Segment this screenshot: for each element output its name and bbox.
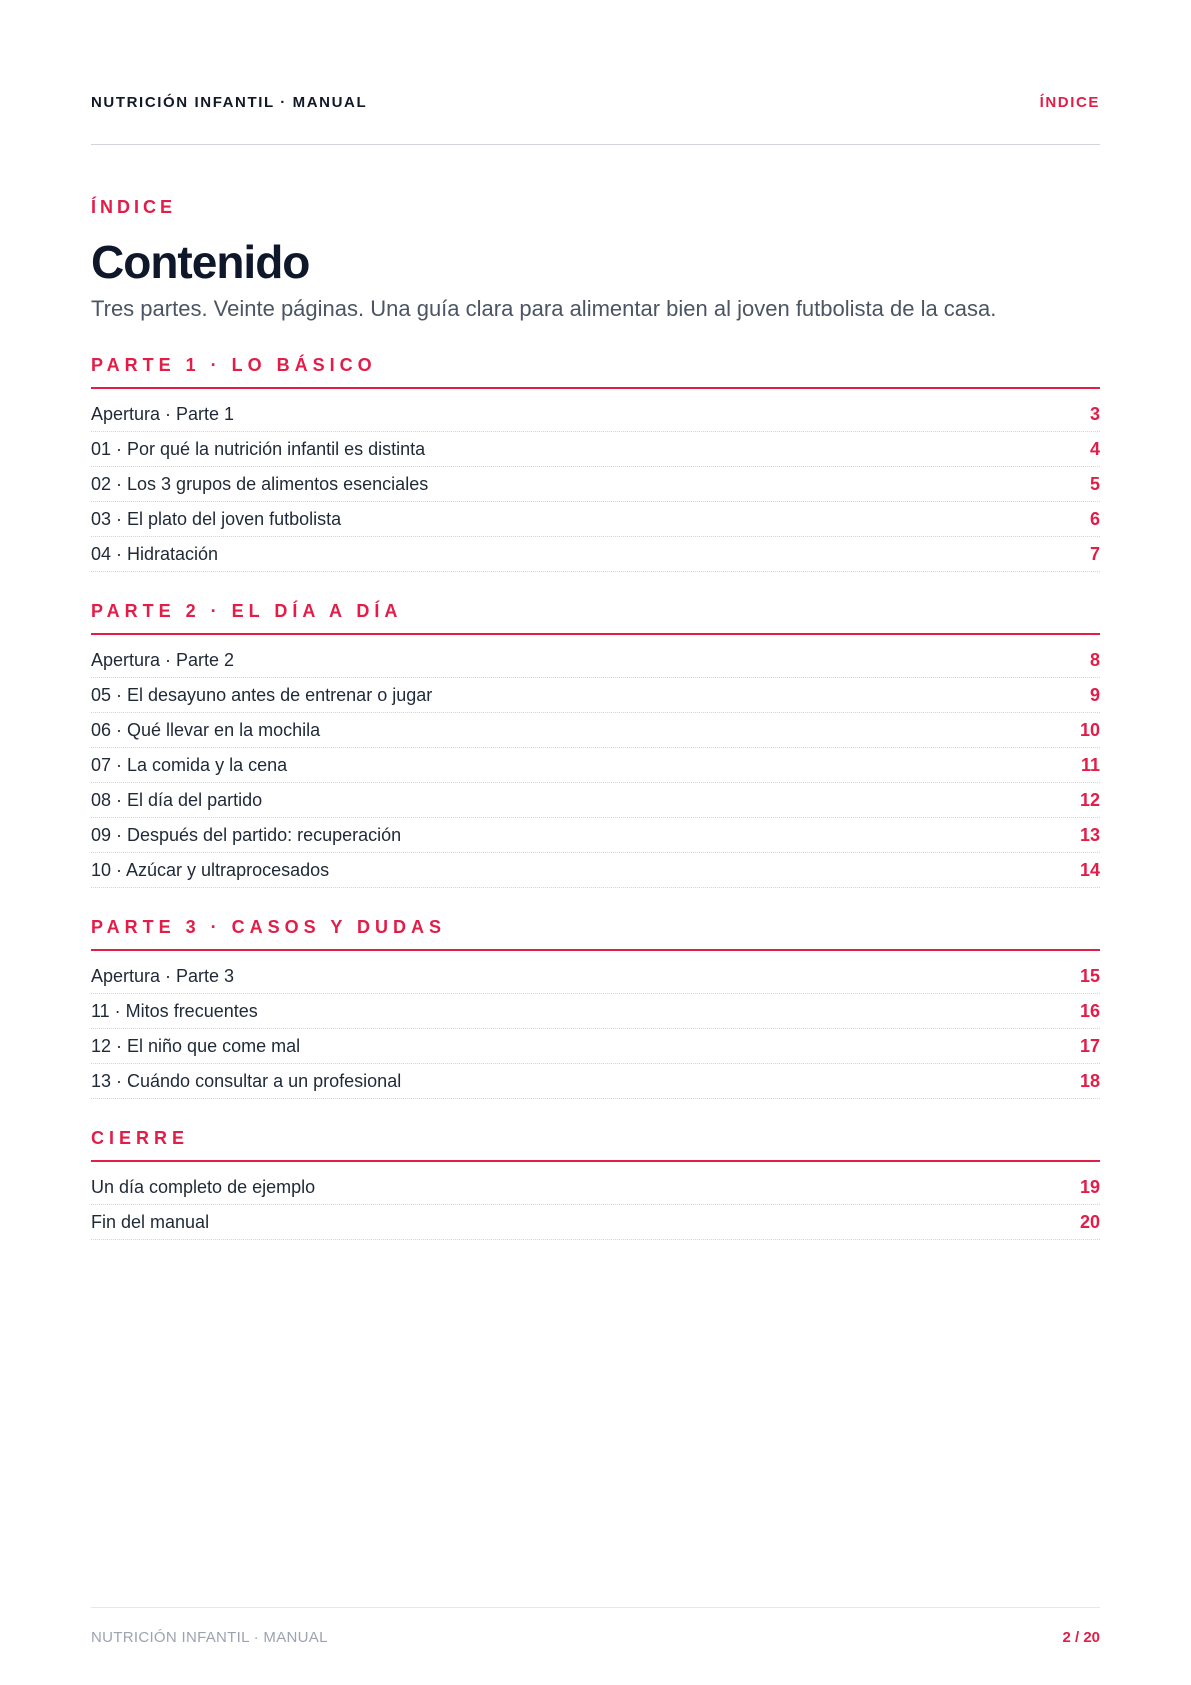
toc-entry-page-number: 11: [1080, 754, 1100, 775]
toc-entry-page-number: 17: [1079, 1035, 1100, 1056]
toc-entry-label: 09 · Después del partido: recuperación: [91, 824, 402, 845]
toc-entry-page-number: 20: [1079, 1211, 1100, 1232]
toc-entry-page-number: 9: [1089, 684, 1100, 705]
toc-section: [91, 1127, 1100, 1240]
toc-section: [91, 600, 1100, 888]
toc-entry-label: 04 · Hidratación: [91, 543, 219, 564]
toc-entry-label: Apertura · Parte 3: [91, 965, 235, 986]
toc-entry-label: 06 · Qué llevar en la mochila: [91, 719, 321, 740]
toc-entry[interactable]: [91, 397, 1100, 432]
toc-sections: [91, 354, 1100, 1240]
toc-entry-page-number: 12: [1079, 789, 1100, 810]
toc-entry[interactable]: [91, 748, 1100, 783]
toc-entry[interactable]: [91, 537, 1100, 572]
toc-entry-page-number: 18: [1079, 1070, 1100, 1091]
toc-entry-label: Fin del manual: [91, 1211, 210, 1232]
toc-entry-label: 11 · Mitos frecuentes: [91, 1000, 258, 1021]
running-header: [91, 94, 1100, 145]
toc-entry[interactable]: [91, 818, 1100, 853]
toc-entry[interactable]: [91, 1170, 1100, 1205]
footer-manual-title: NUTRICIÓN INFANTIL · MANUAL: [91, 1629, 328, 1646]
toc-entry-list: [91, 1170, 1100, 1240]
toc-section: [91, 354, 1100, 572]
toc-entry-page-number: 15: [1079, 965, 1100, 986]
toc-entry-label: 10 · Azúcar y ultraprocesados: [91, 859, 330, 880]
toc-entry-label: 07 · La comida y la cena: [91, 754, 288, 775]
toc-entry-label: 01 · Por qué la nutrición infantil es distinta: [91, 438, 426, 459]
section-heading: CIERRE: [91, 1127, 1100, 1162]
toc-entry[interactable]: [91, 959, 1100, 994]
toc-entry[interactable]: [91, 713, 1100, 748]
toc-entry[interactable]: [91, 502, 1100, 537]
running-footer: [91, 1607, 1100, 1646]
page-title: Contenido: [91, 236, 310, 288]
toc-entry[interactable]: [91, 1205, 1100, 1240]
toc-entry-page-number: 5: [1089, 473, 1100, 494]
toc-entry-list: [91, 643, 1100, 888]
toc-entry-page-number: 13: [1079, 824, 1100, 845]
document-page: [91, 0, 1100, 1685]
toc-entry-page-number: 8: [1089, 649, 1100, 670]
section-heading: PARTE 2 · EL DÍA A DÍA: [91, 600, 1100, 635]
toc-entry-list: [91, 397, 1100, 572]
toc-section: [91, 916, 1100, 1099]
toc-entry-label: Apertura · Parte 2: [91, 649, 235, 670]
toc-entry-page-number: 4: [1089, 438, 1100, 459]
toc-entry-label: Un día completo de ejemplo: [91, 1176, 316, 1197]
toc-entry-page-number: 14: [1079, 859, 1100, 880]
page-subtitle: Tres partes. Veinte páginas. Una guía clara para alimentar bien al joven futbolista de la casa.: [91, 296, 997, 321]
toc-entry-page-number: 16: [1079, 1000, 1100, 1021]
header-section-label: ÍNDICE: [1039, 94, 1100, 111]
section-heading: PARTE 1 · LO BÁSICO: [91, 354, 1100, 389]
toc-entry[interactable]: [91, 853, 1100, 888]
toc-entry-list: [91, 959, 1100, 1099]
toc-entry-page-number: 19: [1079, 1176, 1100, 1197]
toc-entry[interactable]: [91, 467, 1100, 502]
section-heading: PARTE 3 · CASOS Y DUDAS: [91, 916, 1100, 951]
toc-entry-page-number: 6: [1089, 508, 1100, 529]
eyebrow-label: ÍNDICE: [91, 197, 177, 217]
toc-entry-label: Apertura · Parte 1: [91, 403, 235, 424]
table-of-contents: [91, 196, 1100, 1240]
toc-entry[interactable]: [91, 678, 1100, 713]
toc-entry[interactable]: [91, 783, 1100, 818]
toc-entry-label: 13 · Cuándo consultar a un profesional: [91, 1070, 402, 1091]
header-manual-title: NUTRICIÓN INFANTIL · MANUAL: [91, 94, 368, 111]
toc-entry-page-number: 3: [1089, 403, 1100, 424]
toc-entry-page-number: 7: [1089, 543, 1100, 564]
toc-entry-label: 02 · Los 3 grupos de alimentos esenciales: [91, 473, 429, 494]
toc-entry[interactable]: [91, 1064, 1100, 1099]
toc-entry-label: 08 · El día del partido: [91, 789, 263, 810]
toc-entry-label: 12 · El niño que come mal: [91, 1035, 301, 1056]
toc-entry[interactable]: [91, 432, 1100, 467]
toc-entry[interactable]: [91, 994, 1100, 1029]
toc-entry-label: 03 · El plato del joven futbolista: [91, 508, 342, 529]
toc-entry[interactable]: [91, 1029, 1100, 1064]
toc-entry-label: 05 · El desayuno antes de entrenar o jugar: [91, 684, 433, 705]
toc-entry[interactable]: [91, 643, 1100, 678]
toc-entry-page-number: 10: [1079, 719, 1100, 740]
page-number: 2 / 20: [1062, 1629, 1100, 1646]
